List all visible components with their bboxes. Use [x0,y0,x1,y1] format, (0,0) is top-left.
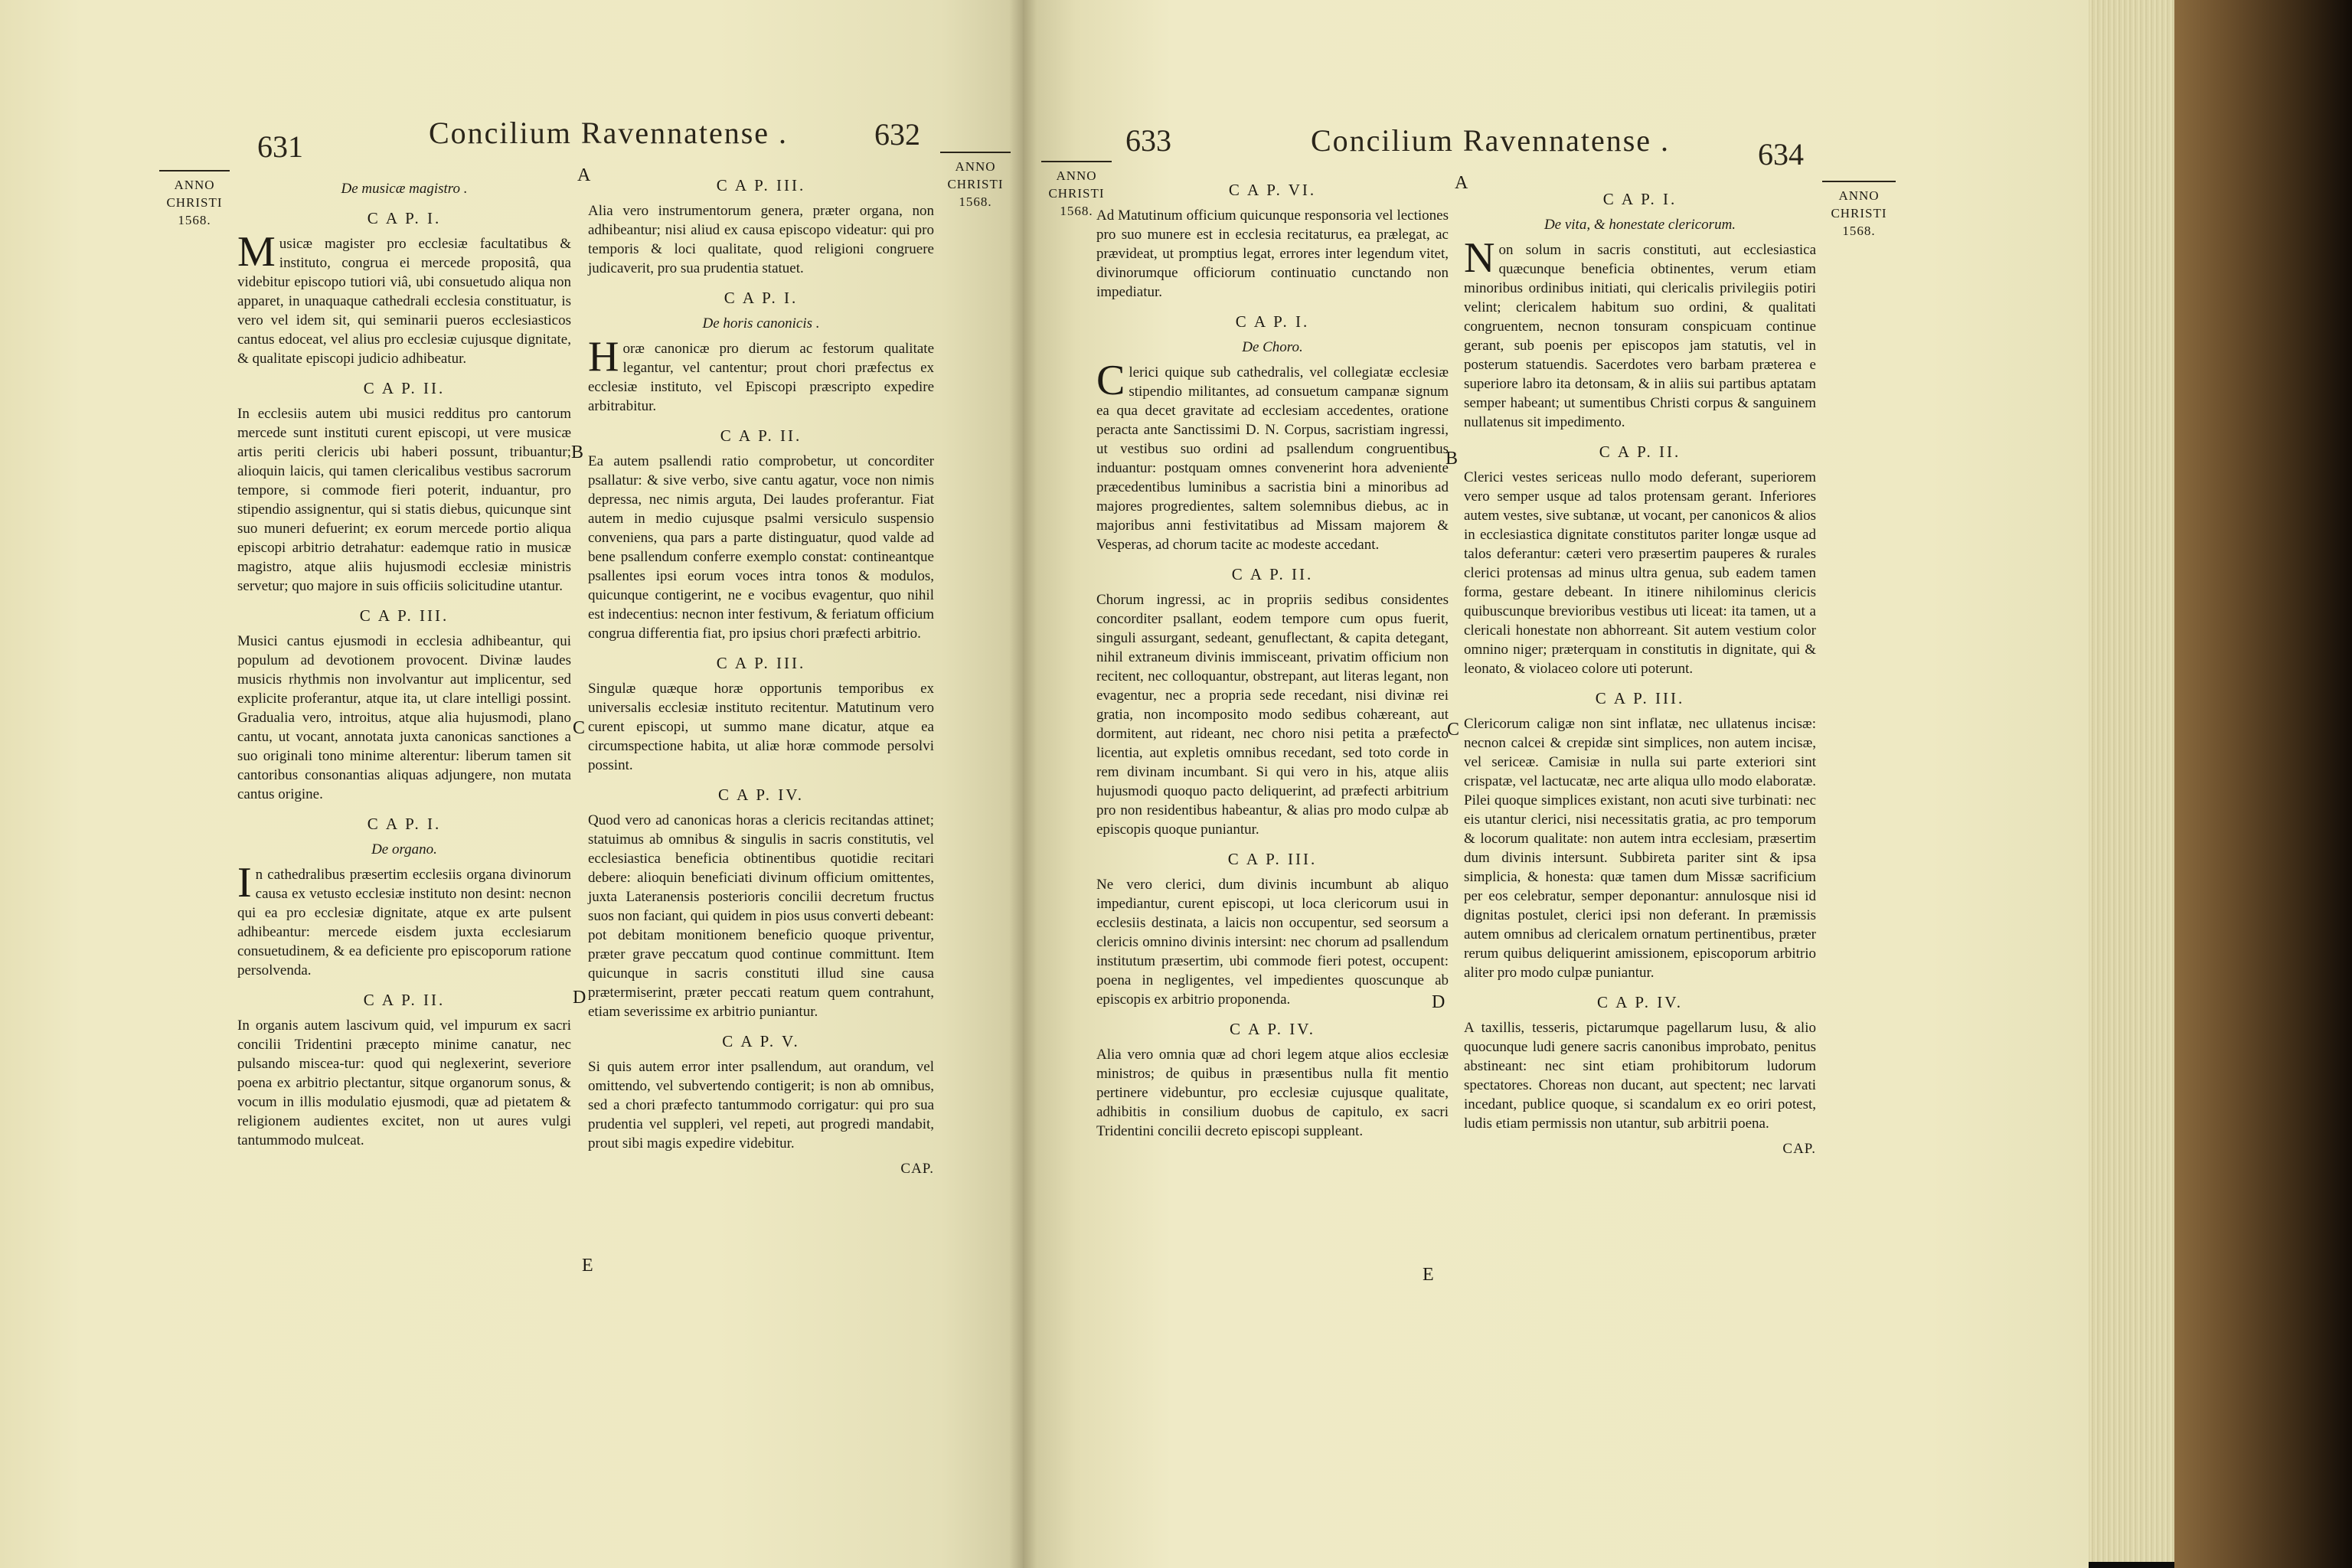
paragraph: Ne vero clerici, dum divinis incumbunt ab aliquo impediantur, curent episcopi, ut loca clericorum usui in ecclesiis destinata, a laicis non occupentur, sed seorsum a clericis omnino divinis intersint: nec chorum ad psallendum institutum præsertim, ubi commode fieri potest, occupent: poena in negligentes, vel impedientes quoscunque ab episcopis ex arbitrio proponenda. [1096,877,1449,1008]
margin-letter-c: C [573,718,586,738]
chapter-heading: C A P. III. [716,176,806,194]
left-column-1 [237,176,571,1150]
margin-letter-e-right: E [1423,1265,1434,1285]
section-title: De vita, & honestate clericorum. [1544,217,1736,233]
paragraph-dropcap: Non solum in sacris constituti, aut ecclesiastica quæcunque beneficia obtinentes, verum etiam minoribus ordinibus initiati, qui clericalis privilegiis potiri velint; clericalem habitum suo ordini, & qualitati congruentem, necnon tonsuram conspicuam continue gerant, sub poenis per episcopos jam statutis, vel in posterum statuendis. Sacerdotes vero barbam præterea e superiore labro ita detonsam, & in aliis sui partibus aptatam semper habeant; ut sumentibus Christi corpus & sanguinem nullatenus sit impedimento. [1464,234,1816,430]
chapter-heading: C A P. III. [359,606,449,625]
paragraph: Alia vero instrumentorum genera, præter organa, non adhibeantur; nisi aliud ex causa episcopo videatur: qui pro temporis & loci qualitate, quod religioni congruere judicaverit, pro sua prudentia statuet. [588,203,934,276]
section-title: De organo. [371,841,437,858]
page-number-632: 632 [874,117,920,152]
chapter-heading: C A P. III. [1227,850,1318,868]
margin-letter-b: B [571,443,584,462]
chapter-heading: C A P. VI. [1228,181,1317,199]
catchword: CAP. [1782,1141,1816,1157]
margin-letter-d-right: D [1432,992,1446,1012]
margin-letter-e: E [582,1256,593,1276]
margin-letter-a: A [577,165,591,185]
paragraph: Quod vero ad canonicas horas a clericis recitandas attinet; statuimus ab omnibus & singulis in sacris constitutis, vel ecclesiastica beneficia obtinentibus quotidie recitari debere: alioquin beneficiati divinum officium omittentes, juxta Lateranensis posterioris concilii decretum fructus suos non faciant, qui quidem in pios usus converti debeant: pot debitam monitionem beneficio quoque priventur, præter grave peccatum quod continue committunt. Item quicunque in sacris constituti illud sine causa prætermiserint, præter peccati reatum quem contrahunt, etiam severissime ex arbitrio puniantur. [588,812,934,1020]
anno-rule [1041,161,1112,162]
chapter-heading: C A P. I. [367,815,442,833]
section-title: De Choro. [1242,339,1303,355]
chapter-heading: C A P. II. [363,379,446,397]
paragraph: Clerici vestes sericeas nullo modo deferant, superiorem vero semper usque ad talos protensam gerant. Inferiores autem vestes, sive subtanæ, ut vocant, per canonicos & alios in ecclesiastica dignitate constitutos pariter longæ usque ad talos deferantur: cæteri vero præsertim pauperes & rurales clerici protensas ad minus ultra genua, sub eadem tamen forma, gestare debeant. In itinere nihilominus clericis quibuscunque brevioribus vestibus uti liceat: ita tamen, ut a clericali honestate non abhorreant. Sit autem vestium color omnino niger; præterquam in constitutis in dignitate, qui & leonato, & violaceo colore uti poterunt. [1464,469,1816,677]
christi-word: CHRISTI [1048,186,1105,201]
anno-christi-left-gutter [940,152,1011,211]
paragraph-dropcap: Musicæ magister pro ecclesiæ facultatibus & instituto, congrua ei mercede propositâ, qua videbitur episcopo tutiori viâ, ubi consuetudo aliqua non apparet, in unaquaque cathedrali ecclesia constituatur, is vero vel idem sit, qui seminarii pueros ecclesiasticos cantus edoceat, vel alius pro ecclesiæ cujusque dignitate, & qualitate episcopi judicio adhibeatur. [237,228,571,367]
catchword: CAP. [900,1161,934,1177]
chapter-heading: C A P. II. [720,426,802,445]
chapter-heading: C A P. I. [1602,190,1677,208]
paragraph: Clericorum caligæ non sint inflatæ, nec ullatenus incisæ: necnon calcei & crepidæ sint simplices, non autem incisæ, vel sericeæ. Camisiæ in nulla sui parte exteriori sint crispatæ, vel lactucatæ, nec arte aliqua ullo modo elaboratæ. Pilei quoque simplices existant, non acuti sive turbinati: nec eis utantur clerici, nisi necessitatis gratia, ac pro temporum & locorum qualitate: non autem intra ecclesiam, præsertim dum divinis intersunt. Subbireta pariter sint & ipsa simplicia, & honesta: quæ tamen dum Missæ sacrificium per eos celebratur, semper deponantur: annulosque nisi id dignitas postulet, clerici ipsi non deferant. In præmissis autem omnibus ad clericalem ornatum pertinentibus, præter rerum quibus deliquerint amissionem, episcoporum arbitrio aliter pro modo culpæ puniantur. [1464,716,1816,981]
paragraph: Chorum ingressi, ac in propriis sedibus considentes concorditer psallant, eodem tempore cum opus fuerit, singuli assurgant, sedeant, genuflectant, & capita detegant, nihil extraneum divinis immisceant, privatim officium non recitent, nec colloquantur, obstrepant, aut literas legant, non evagentur, nec a propria sede recedant, nisi divinæ rei gratia, non incomposito modo sedibus cohæreant, aut dormitent, aut rideant, nec choro nisi petita a præfecto licentia, aut expletis omnibus recedant, sed toto corde in rem divinam incumbant. Si qui vero in his, atque aliis hujusmodi quoquo pacto deliquerint, ad præfecti arbitrium pro non residentibus habeantur, & alias pro modo culpæ ab episcopis quoque puniantur. [1096,592,1449,838]
anno-christi-left [159,170,230,229]
paragraph: Singulæ quæque horæ opportunis temporibus ex universalis ecclesiæ instituto recitentur. Matutinum vero curent episcopi, ut summo mane dicatur, atque ea circumspectione habita, ut aliæ horæ commode persolvi possint. [588,681,934,773]
christi-word: CHRISTI [1831,206,1887,220]
margin-letter-b-right: B [1446,449,1459,469]
christi-word: CHRISTI [947,177,1004,191]
chapter-heading: C A P. IV. [718,786,804,804]
anno-year: 1568. [178,213,211,227]
margin-letter-a-right: A [1455,173,1468,193]
book-gutter [1009,0,1037,1568]
chapter-heading: C A P. II. [363,991,446,1009]
anno-word: ANNO [955,159,996,174]
anno-christi-right [1822,181,1896,240]
christi-word: CHRISTI [166,195,223,210]
paragraph: A taxillis, tesseris, pictarumque pagellarum lusu, & alio quocunque ludi genere sacris canonibus improbato, penitus abstineant: nec sint etiam prohibitorum ludorum spectatores. Choreas non ducant, aut spectent; nec larvati incedant, publice quoque, si scandalum ex eo oriri potest, ludis etiam permissis non utantur, sub arbitrii poena. [1464,1020,1816,1132]
chapter-heading: C A P. I. [367,209,442,227]
page-number-631: 631 [257,129,303,164]
anno-year: 1568. [1060,204,1093,218]
paragraph: Ad Matutinum officium quicunque responsoria vel lectiones pro suo munere est in ecclesia recitaturus, ea prælegat, ac prævideat, ut promptius legat, errores inter legendum vitet, divinorumque officiorum continuatio cunctando non impediatur. [1096,207,1449,300]
anno-word: ANNO [1056,168,1097,183]
chapter-heading: C A P. III. [716,654,806,672]
running-head-right: Concilium Ravennatense . [1311,123,1671,158]
running-head-left: Concilium Ravennatense . [429,116,789,150]
paragraph: Alia vero omnia quæ ad chori legem atque alios ecclesiæ ministros; de quibus in præsentibus nulla fit mentio pertinere videbuntur, pro ecclesiæ cujusque qualitate, adhibitis in consilium duobus de capitulo, ex sacri Tridentini concilii decreto episcopi suppleant. [1096,1047,1449,1139]
chapter-heading: C A P. V. [722,1032,800,1050]
margin-letter-d: D [573,988,586,1008]
anno-year: 1568. [1842,224,1876,238]
left-column-2 [588,165,934,1178]
section-title: De musicæ magistro . [341,181,468,197]
paragraph: Si quis autem error inter psallendum, aut orandum, vel omittendo, vel subvertendo contigerit; is non ab omnibus, sed a chori præfecto tantummodo corrigatur: qui pro sua prudentia vel suppleri, vel repeti, aut progredi mandabit, prout sibi magis expedire videbitur. [588,1059,934,1152]
paragraph: Ea autem psallendi ratio comprobetur, ut concorditer psallatur: & sive verbo, sive cantu agatur, voce non nimis depressa, nec nimis arguta, Dei laudes proferantur. Fiat autem in medio cujusque psalmi versiculo suspensio conveniens, qua pars a parte distinguatur, quod valde ad bene psallendum conferre exemplo constat: contineantque psallentes ipsi eorum voces intra tonos & modulos, quicunque contigerint, ne e vocibus evagentur, quo nihil est indecentius: necnon inter festivum, & feriatum officium congrua differentia fiat, pro ipsius chori præfecti arbitrio. [588,453,934,642]
paragraph-dropcap: Clerici quique sub cathedralis, vel collegiatæ ecclesiæ stipendio militantes, ad consuetum campanæ signum ea qua decet gravitate ad ecclesiam accedentes, oratione peracta ante Sanctissimi D. N. Corpus, sacristiam ingressi, ut vestibus suo ordini ad psallendum congruentibus induantur: postquam omnes convenerint hora adveniente præcedentibus luminibus a sacristia bini a minoribus ad majores progredientes, saltem solemnibus diebus, ac in majoribus anni festivitatibus ad Missam majorem & Vesperas, ad chorum tacite ac modeste accedant. [1096,357,1449,553]
paragraph: In organis autem lascivum quid, vel impurum ex sacri concilii Tridentini præcepto minime canatur, nec pulsando miscea-tur: quod qui neglexerint, severiore poena ex arbitrio plectantur, sitque organorum sonus, & vocum in illis modulatio ejusmodi, quæ ad pietatem & religionem audientes excitet, non ut aures vulgi tantummodo mulceat. [237,1018,571,1148]
margin-letter-c-right: C [1447,720,1460,740]
page-number-633: 633 [1125,123,1171,158]
anno-year: 1568. [959,194,992,209]
page-edges [2089,0,2174,1562]
chapter-heading: C A P. IV. [1230,1020,1315,1038]
right-column-2 [1464,179,1816,1158]
anno-word: ANNO [1838,188,1880,203]
page-number-634: 634 [1758,137,1804,172]
chapter-heading: C A P. I. [724,289,799,307]
chapter-heading: C A P. II. [1231,565,1314,583]
chapter-heading: C A P. II. [1599,443,1681,461]
chapter-heading: C A P. IV. [1597,993,1683,1011]
chapter-heading: C A P. III. [1595,689,1685,707]
paragraph: Musici cantus ejusmodi in ecclesia adhibeantur, qui populum ad devotionem provocent. Divinæ laudes musicis rhythmis non involvantur aut implicentur, sed explicite proferantur, atque ita, ut clare intelligi possint. Gradualia vero, introitus, atque alia hujusmodi, plano cantu, ut vocant, annotata juxta canonicas sanctiones a suo originali tono minime alterentur: liberum tamen sit cantoribus consonantias aliquas adjungere, non mutata cantus origine. [237,633,571,802]
chapter-heading: C A P. I. [1235,312,1310,331]
anno-rule [940,152,1011,153]
paragraph-dropcap: In cathedralibus præsertim ecclesiis organa divinorum causa ex vetusto ecclesiæ instituto non desint: necnon qui ea pro ecclesiæ dignitate, atque ex arte pulsent adhibeantur: mercede eisdem juxta ecclesiarum consuetudinem, & ea deficiente pro episcoporum ratione persolvenda. [237,859,571,978]
anno-rule [1822,181,1896,182]
book-cover-edge [2174,0,2352,1568]
paragraph-dropcap: Horæ canonicæ pro dierum ac festorum qualitate legantur, vel cantentur; prout chori præfectus ex ecclesiæ instituto, vel Episcopi præscripto expedire arbitrabitur. [588,333,934,414]
anno-rule [159,170,230,172]
anno-word: ANNO [174,178,215,192]
paragraph: In ecclesiis autem ubi musici redditus pro cantorum mercede sunt instituti curent episcopi, ut vere musicæ artis periti clericis ubi haberi possunt, tribuantur; alioquin laicis, qui tamen clericalibus vestibus sacrorum tempore, si commode fieri poterit, induantur, pro stipendio assignentur, qui si statis diebus, quicunque sint suo muneri defuerint; ex eorum mercede portio aliqua episcopi arbitrio detrahatur: eademque ratio in musicæ magistro, atque aliis hujusmodi ecclesiæ ministris servetur; quo majore in suis officiis solicitudine utantur. [237,406,571,594]
section-title: De horis canonicis . [702,315,820,332]
right-column-1 [1096,170,1449,1141]
